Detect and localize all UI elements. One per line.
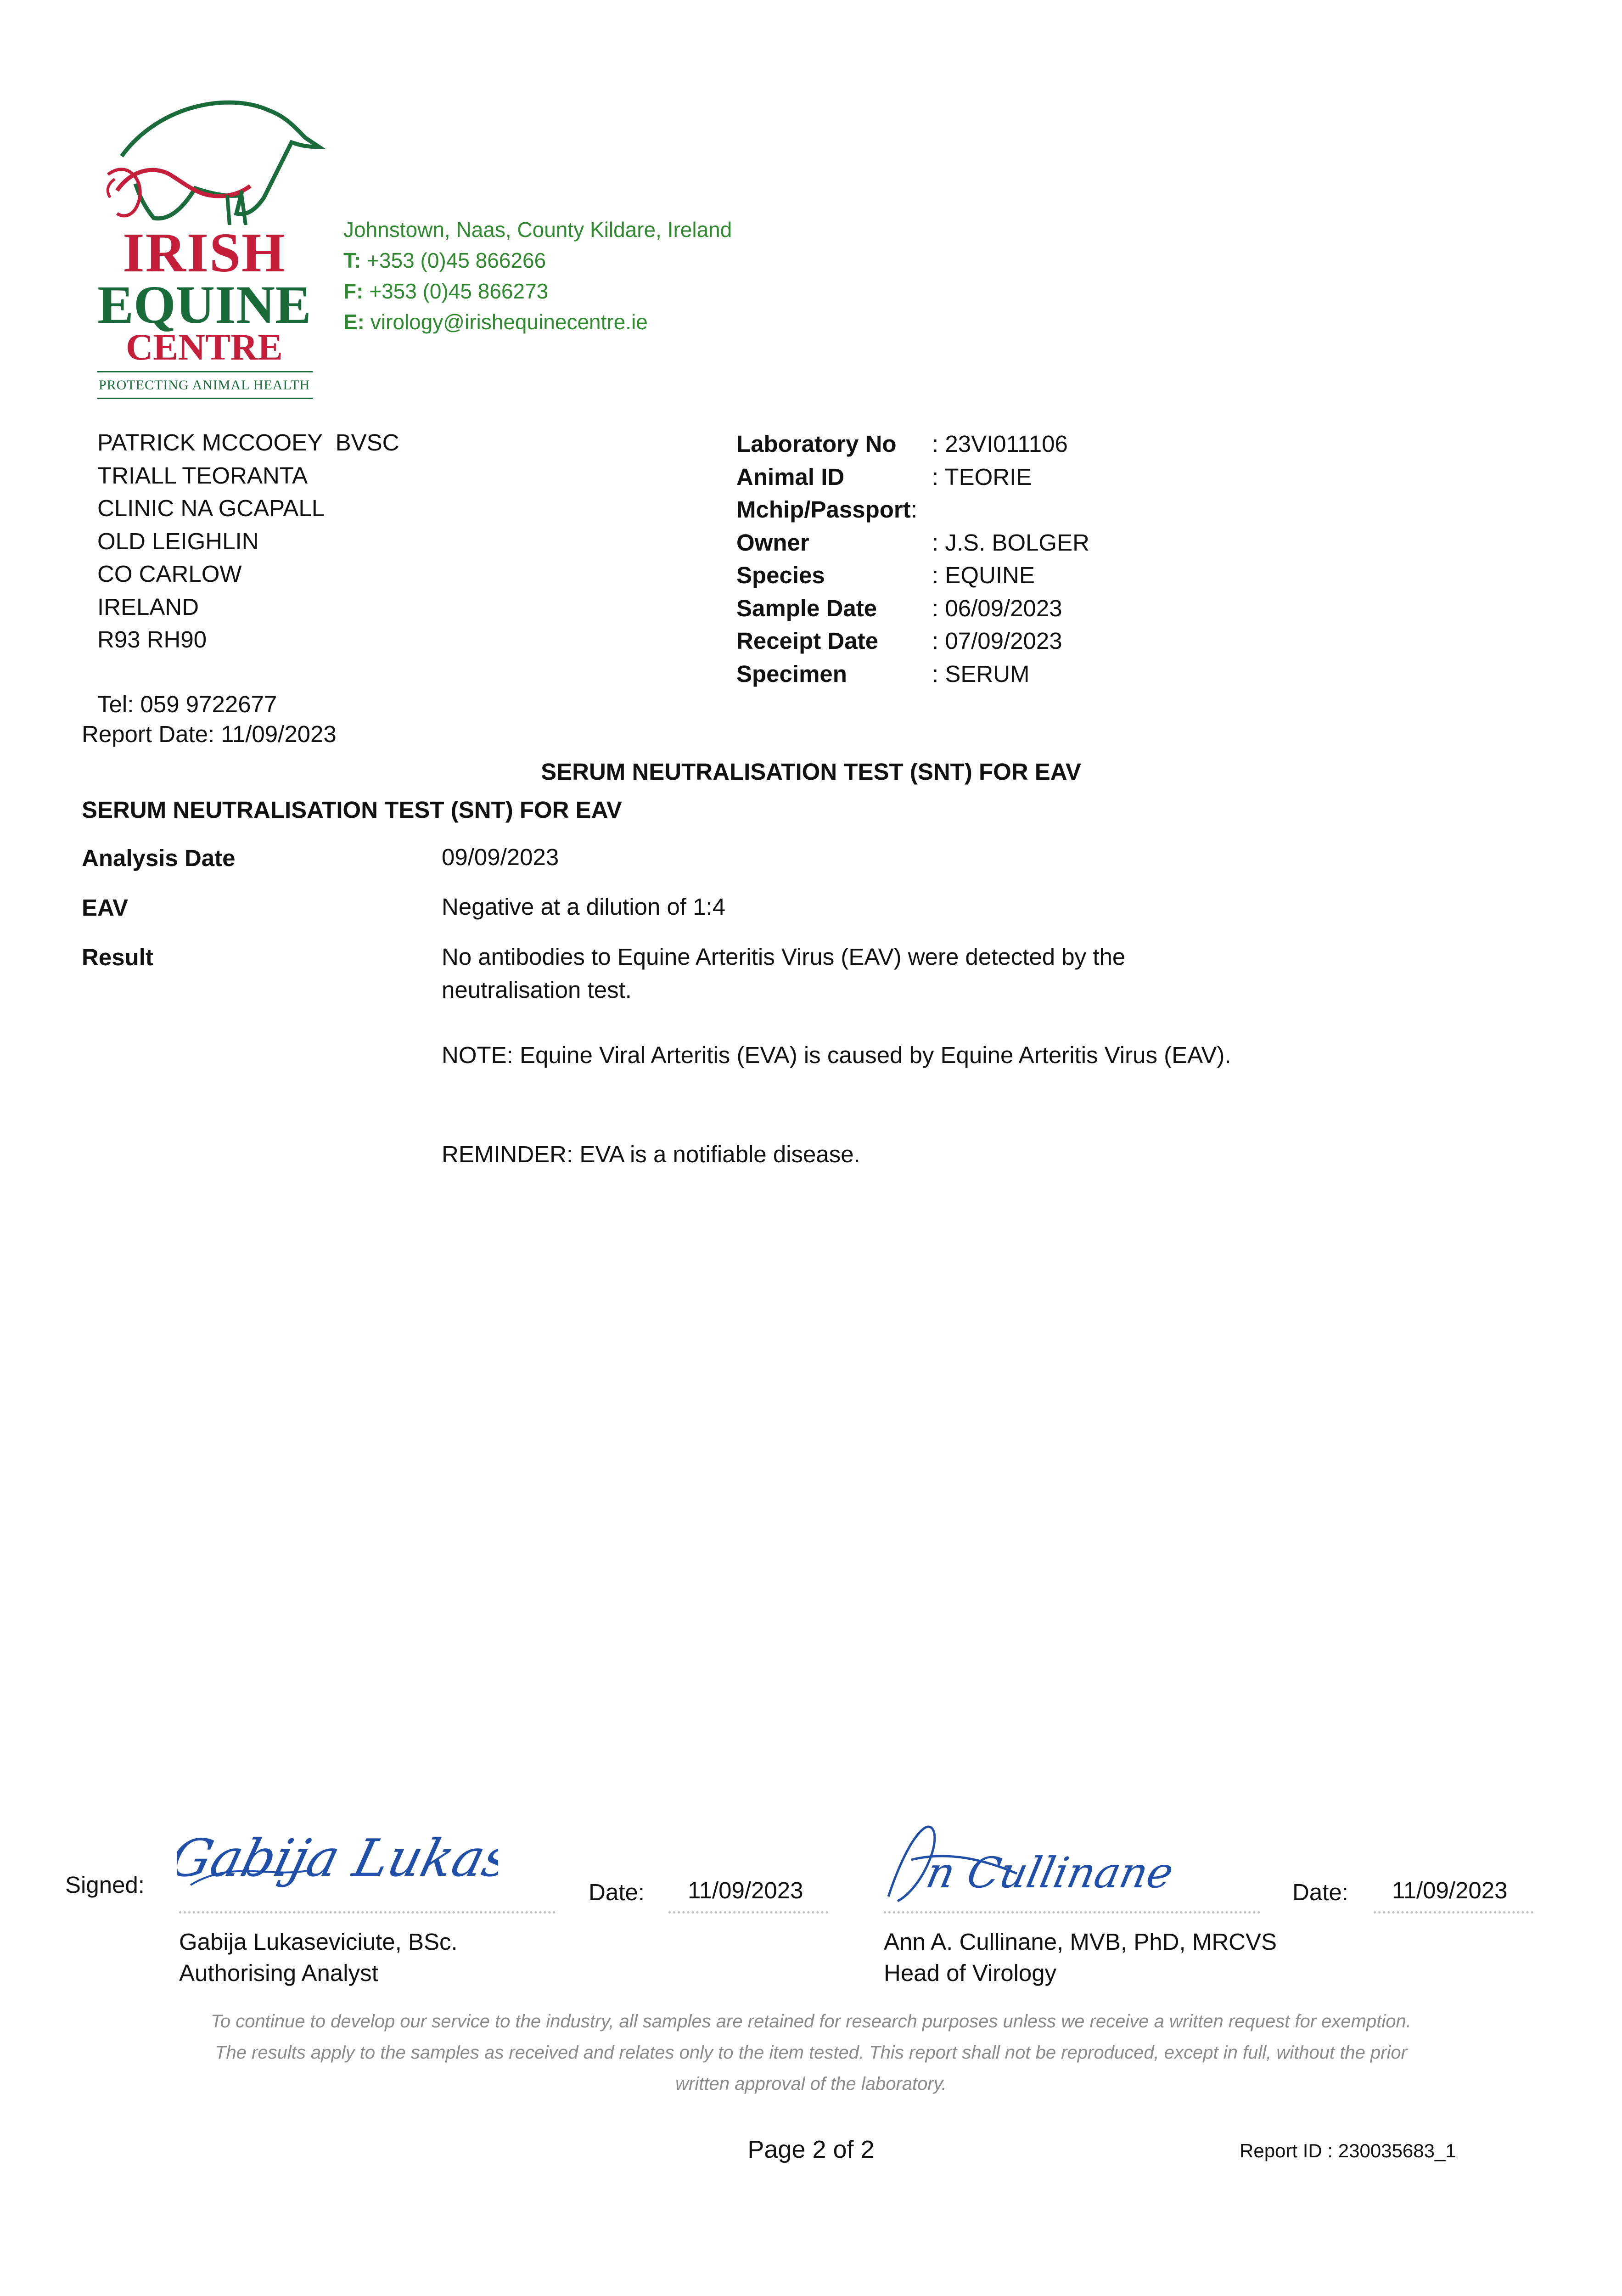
contact-address: Johnstown, Naas, County Kildare, Ireland [343,218,732,242]
contact-fax [343,279,548,304]
result-label: Result [82,944,153,970]
right-signature-line [884,1911,1260,1913]
result-note: NOTE: Equine Viral Arteritis (EVA) is caused by Equine Arteritis Virus (EAV). [442,1042,1231,1068]
right-signer-role: Head of Virology [884,1960,1057,1986]
right-signature-image [879,1818,1210,1913]
sample-label: Animal ID [736,463,845,490]
sample-value: : 06/09/2023 [932,595,1062,621]
recipient-line: IRELAND [97,593,199,620]
logo-rule [97,371,313,372]
sample-row-owner [736,529,1089,562]
svg-text:n Cullinane: n Cullinane [922,1848,1178,1897]
sample-label: Owner [736,529,809,556]
report-date: Report Date: 11/09/2023 [82,721,337,747]
logo-line-irish: IRISH [123,222,286,284]
result-reminder: REMINDER: EVA is a notifiable disease. [442,1141,860,1167]
left-signature-line [179,1911,556,1913]
sample-value: : J.S. BOLGER [932,529,1089,556]
recipient-line: CO CARLOW [97,561,242,587]
recipient-line: PATRICK MCCOOEY BVSC [97,429,399,456]
right-date-label: Date: [1292,1879,1348,1905]
test-title: SERUM NEUTRALISATION TEST (SNT) FOR EAV [82,797,622,823]
left-signature-image [177,1816,498,1910]
email-label: E: [343,310,365,334]
left-date-label: Date: [589,1879,645,1905]
sample-value: : [910,496,917,523]
logo-line-equine: EQUINE [97,275,311,335]
footer-line: To continue to develop our service to the industry, all samples are retained for research purposes unless we receive a written request for exemption. [211,2011,1411,2032]
sample-label: Receipt Date [736,628,878,654]
sample-label: Sample Date [736,595,877,621]
sample-info [736,430,1089,693]
result-text: No antibodies to Equine Arteritis Virus (EAV) were detected by the neutralisation test. [442,944,1126,1003]
sample-row-laboratory-no [736,430,1068,463]
svg-text:Gabija Lukaseviciute: Gabija Lukaseviciute [177,1828,498,1888]
email-address: virology@irishequinecentre.ie [370,310,648,334]
phone-number: +353 (0)45 866266 [367,248,546,272]
logo [90,92,328,404]
sample-label: Mchip/Passport [736,496,911,523]
recipient-line: R93 RH90 [97,626,207,653]
left-signer-role: Authorising Analyst [179,1960,378,1986]
fax-number: +353 (0)45 866273 [369,279,549,303]
eav-label: EAV [82,895,129,921]
recipient-tel: Tel: 059 9722677 [97,691,277,717]
left-signer-name: Gabija Lukaseviciute, BSc. [179,1929,458,1955]
handwritten-signature-icon [879,1818,1210,1910]
right-signer-name: Ann A. Cullinane, MVB, PhD, MRCVS [884,1929,1277,1955]
sample-value: : 23VI011106 [932,431,1068,457]
handwritten-signature-icon [177,1816,498,1908]
sample-value: : 07/09/2023 [932,628,1062,654]
sample-row-receipt-date [736,627,1062,660]
report-id: Report ID : 230035683_1 [1240,2140,1456,2161]
recipient-line: CLINIC NA GCAPALL [97,495,325,521]
left-date-line [668,1911,828,1913]
sample-value: : EQUINE [932,562,1035,588]
left-date-value: 11/09/2023 [688,1877,803,1903]
contact-phone [343,248,546,273]
horse-logo-icon [90,92,328,239]
sample-row-mchip-passport [736,496,917,529]
contact-email [343,310,648,334]
page-number: Page 2 of 2 [747,2136,875,2163]
logo-line-centre: CENTRE [126,326,283,368]
recipient-address [97,429,399,659]
sample-value: : TEORIE [932,463,1032,490]
sample-row-species [736,562,1035,595]
sample-row-animal-id [736,463,1032,496]
sample-label: Laboratory No [736,431,897,457]
analysis-date-label: Analysis Date [82,845,236,871]
test-title-centered: SERUM NEUTRALISATION TEST (SNT) FOR EAV [541,759,1081,785]
sample-row-sample-date [736,595,1062,628]
sample-row-specimen [736,660,1030,693]
right-date-line [1374,1911,1533,1913]
logo-tagline: PROTECTING ANIMAL HEALTH [98,377,310,393]
phone-label: T: [343,248,361,272]
footer-line: The results apply to the samples as received and relates only to the item tested. This report shall not be reproduced, except in full, without the prior [215,2043,1407,2063]
logo-rule-bottom [97,398,313,399]
analysis-date-value: 09/09/2023 [442,844,559,870]
signed-label: Signed: [65,1872,145,1898]
footer-line: written approval of the laboratory. [675,2074,947,2094]
sample-value: : SERUM [932,660,1030,687]
eav-value: Negative at a dilution of 1:4 [442,894,726,920]
footer-disclaimer [0,2006,1622,2099]
sample-label: Specimen [736,660,847,687]
recipient-line: TRIALL TEORANTA [97,462,308,489]
sample-label: Species [736,562,825,588]
fax-label: F: [343,279,364,303]
right-date-value: 11/09/2023 [1392,1877,1508,1903]
recipient-line: OLD LEIGHLIN [97,528,259,554]
